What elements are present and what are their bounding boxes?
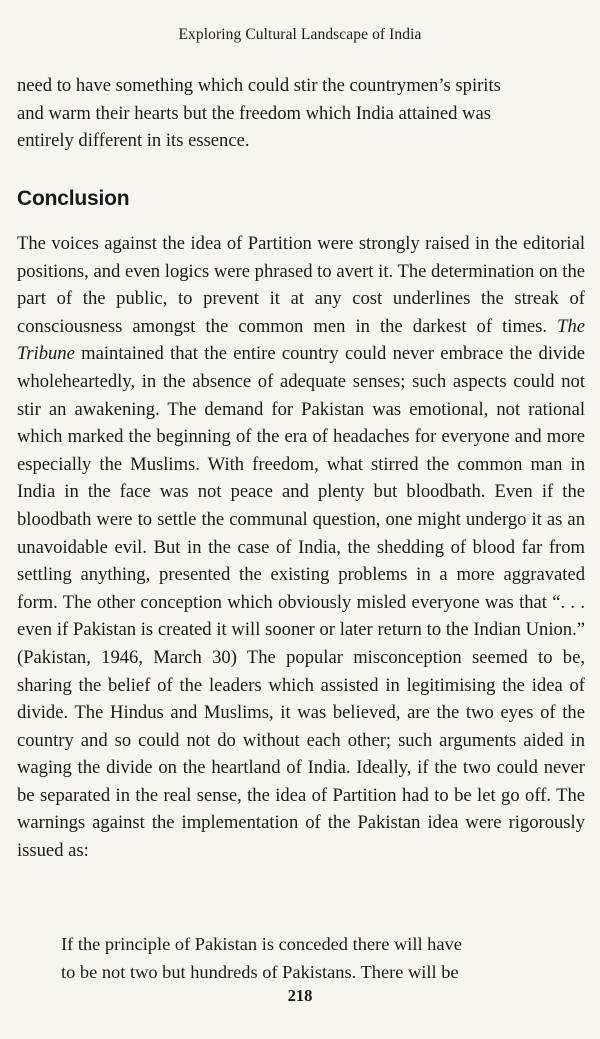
newspaper-title-italic: The Tribune bbox=[17, 315, 585, 365]
paragraph-text-before-italic: The voices against the idea of Partition were strongly raised in the editorial positions, and even logics were phrased to avert it. The determination on the part of the public, to prevent it at any cost underlines the streak of consciousness amongst the common men in the darkest of times. bbox=[17, 233, 585, 337]
intro-paragraph bbox=[17, 72, 585, 155]
block-quote bbox=[61, 931, 561, 986]
page-number: 218 bbox=[287, 986, 313, 1005]
conclusion-paragraph bbox=[17, 230, 585, 865]
running-head: Exploring Cultural Landscape of India bbox=[178, 26, 422, 43]
section-heading: Conclusion bbox=[17, 187, 130, 210]
intro-line-3: entirely different in its essence. bbox=[17, 130, 250, 152]
intro-line-1: need to have something which could stir the countrymen’s spirits bbox=[17, 75, 501, 96]
quote-line-2: to be not two but hundreds of Pakistans. There will be bbox=[61, 961, 459, 982]
intro-line-2: and warm their hearts but the freedom which India attained was bbox=[17, 102, 491, 124]
quote-line-1: If the principle of Pakistan is conceded there will have bbox=[61, 934, 462, 954]
paragraph-text-after-italic: maintained that the entire country could never embrace the divide wholeheartedly, in the absence of adequate senses; such aspects could not stir an awakening. The demand for Pakistan was emotional, not rational which marked the beginning of the era of headaches for everyone and more especially the Muslims. With freedom, what stirred the common man in India in the face was not peace and plenty but bloodbath. Even if the bloodbath were to settle the communal question, one might undergo it as an unavoidable evil. But in the case of India, the shedding of blood far from settling anything, presented the existing problems in a more aggravated form. The other conception which obviously misled everyone was that “. . . even if Pakistan is created it will sooner or later return to the Indian Union.” (Pakistan, 1946, March 30) The popular misconception seemed to be, sharing the belief of the leaders which assisted in legitimising the idea of divide. The Hindus and Muslims, it was believed, are the two eyes of the country and so could not do without each other; such arguments aided in waging the divide on the heartland of India. Ideally, if the two could never be separated in the real sense, the idea of Partition had to be let go off. The warnings against the implementation of the Pakistan idea were rigorously issued as: bbox=[17, 343, 585, 862]
